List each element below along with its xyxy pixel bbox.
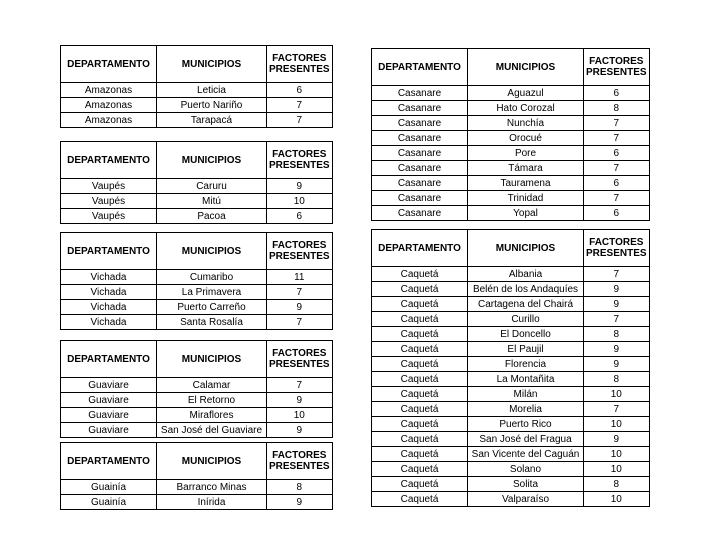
cell-municipio: El Paujil [468,342,584,357]
header-factores: FACTORES PRESENTES [267,46,333,83]
table-guaviare [60,340,333,438]
table-row [372,357,650,372]
header-departamento: DEPARTAMENTO [61,341,157,378]
cell-municipio: Solita [468,477,584,492]
table-row [372,312,650,327]
cell-departamento: Casanare [372,206,468,221]
cell-departamento: Casanare [372,191,468,206]
table-row [61,83,333,98]
table-row [61,408,333,423]
cell-factores: 10 [584,462,650,477]
cell-factores: 7 [584,267,650,282]
cell-factores: 9 [584,297,650,312]
cell-departamento: Vaupés [61,179,157,194]
table-row [61,98,333,113]
cell-departamento: Vichada [61,270,157,285]
cell-municipio: Orocué [468,131,584,146]
header-factores: FACTORES PRESENTES [267,142,333,179]
cell-municipio: Leticia [157,83,267,98]
header-departamento: DEPARTAMENTO [61,233,157,270]
cell-factores: 8 [584,101,650,116]
table-row [61,285,333,300]
cell-departamento: Guainía [61,480,157,495]
cell-factores: 9 [267,423,333,438]
table-row [61,315,333,330]
table-caqueta [371,229,650,507]
cell-municipio: Trinidad [468,191,584,206]
cell-municipio: El Retorno [157,393,267,408]
cell-municipio: Hato Corozal [468,101,584,116]
cell-factores: 7 [267,285,333,300]
cell-municipio: Morelia [468,402,584,417]
table-row [372,447,650,462]
cell-factores: 6 [267,83,333,98]
table-row [372,101,650,116]
cell-departamento: Casanare [372,176,468,191]
cell-departamento: Caquetá [372,492,468,507]
table-row [61,179,333,194]
cell-factores: 9 [267,179,333,194]
cell-factores: 10 [267,194,333,209]
table-row [372,206,650,221]
cell-factores: 8 [584,372,650,387]
table-row [372,372,650,387]
cell-factores: 7 [584,402,650,417]
cell-departamento: Casanare [372,146,468,161]
cell-factores: 9 [584,432,650,447]
table-row [372,131,650,146]
table-row [372,146,650,161]
header-municipios: MUNICIPIOS [157,443,267,480]
table-row [61,480,333,495]
cell-factores: 10 [267,408,333,423]
cell-factores: 11 [267,270,333,285]
table-row [61,378,333,393]
cell-factores: 7 [584,161,650,176]
cell-departamento: Caquetá [372,312,468,327]
cell-factores: 6 [584,146,650,161]
cell-factores: 9 [584,342,650,357]
header-factores: FACTORES PRESENTES [584,49,650,86]
cell-municipio: Santa Rosalía [157,315,267,330]
cell-municipio: La Primavera [157,285,267,300]
cell-departamento: Caquetá [372,477,468,492]
cell-departamento: Vichada [61,315,157,330]
cell-factores: 10 [584,447,650,462]
header-municipios: MUNICIPIOS [157,142,267,179]
cell-departamento: Caquetá [372,432,468,447]
cell-departamento: Vaupés [61,194,157,209]
cell-departamento: Guaviare [61,378,157,393]
cell-municipio: Florencia [468,357,584,372]
cell-factores: 9 [584,282,650,297]
cell-departamento: Guaviare [61,408,157,423]
cell-departamento: Caquetá [372,327,468,342]
cell-factores: 8 [584,327,650,342]
cell-factores: 7 [267,315,333,330]
cell-municipio: Calamar [157,378,267,393]
cell-municipio: San Vicente del Caguán [468,447,584,462]
table-casanare [371,48,650,221]
header-factores: FACTORES PRESENTES [267,341,333,378]
cell-municipio: Valparaíso [468,492,584,507]
table-row [372,282,650,297]
cell-municipio: Caruru [157,179,267,194]
cell-factores: 10 [584,387,650,402]
cell-municipio: Cumaribo [157,270,267,285]
cell-departamento: Caquetá [372,372,468,387]
cell-departamento: Casanare [372,131,468,146]
table-row [372,116,650,131]
cell-departamento: Casanare [372,86,468,101]
header-departamento: DEPARTAMENTO [61,142,157,179]
cell-municipio: El Doncello [468,327,584,342]
table-row [372,477,650,492]
cell-municipio: La Montañita [468,372,584,387]
cell-municipio: Pore [468,146,584,161]
cell-factores: 7 [584,312,650,327]
cell-factores: 10 [584,492,650,507]
cell-departamento: Caquetá [372,402,468,417]
cell-departamento: Amazonas [61,113,157,128]
cell-municipio: Tarapacá [157,113,267,128]
header-municipios: MUNICIPIOS [157,233,267,270]
cell-departamento: Guaviare [61,393,157,408]
cell-factores: 6 [584,206,650,221]
cell-departamento: Caquetá [372,447,468,462]
cell-municipio: Puerto Nariño [157,98,267,113]
cell-departamento: Guaviare [61,423,157,438]
header-factores: FACTORES PRESENTES [584,230,650,267]
cell-departamento: Vichada [61,300,157,315]
cell-municipio: Barranco Minas [157,480,267,495]
table-row [372,86,650,101]
cell-municipio: San José del Guaviare [157,423,267,438]
cell-municipio: Pacoa [157,209,267,224]
cell-municipio: Puerto Rico [468,417,584,432]
cell-factores: 7 [584,116,650,131]
header-departamento: DEPARTAMENTO [61,46,157,83]
cell-factores: 7 [584,131,650,146]
cell-departamento: Casanare [372,161,468,176]
table-row [372,492,650,507]
table-row [372,267,650,282]
cell-municipio: Aguazul [468,86,584,101]
table-row [372,387,650,402]
header-departamento: DEPARTAMENTO [61,443,157,480]
table-row [372,432,650,447]
cell-factores: 7 [584,191,650,206]
cell-departamento: Casanare [372,116,468,131]
table-guainia [60,442,333,510]
cell-municipio: Curillo [468,312,584,327]
cell-departamento: Amazonas [61,83,157,98]
cell-departamento: Caquetá [372,282,468,297]
table-row [61,300,333,315]
table-row [372,417,650,432]
table-row [61,270,333,285]
cell-factores: 6 [584,86,650,101]
cell-departamento: Caquetá [372,462,468,477]
cell-municipio: Belén de los Andaquíes [468,282,584,297]
header-municipios: MUNICIPIOS [468,230,584,267]
table-vichada [60,232,333,330]
cell-factores: 10 [584,417,650,432]
table-row [61,209,333,224]
cell-municipio: Miraflores [157,408,267,423]
cell-departamento: Amazonas [61,98,157,113]
header-municipios: MUNICIPIOS [468,49,584,86]
table-row [372,191,650,206]
cell-factores: 9 [267,300,333,315]
table-row [61,393,333,408]
header-factores: FACTORES PRESENTES [267,233,333,270]
cell-factores: 9 [584,357,650,372]
cell-factores: 9 [267,495,333,510]
cell-municipio: Mitú [157,194,267,209]
table-row [61,194,333,209]
table-row [372,297,650,312]
cell-factores: 8 [267,480,333,495]
cell-departamento: Guainía [61,495,157,510]
cell-municipio: Nunchía [468,116,584,131]
table-vaupes [60,141,333,224]
table-row [372,402,650,417]
table-row [372,462,650,477]
header-factores: FACTORES PRESENTES [267,443,333,480]
table-row [372,161,650,176]
cell-factores: 7 [267,378,333,393]
cell-factores: 6 [267,209,333,224]
table-row [372,176,650,191]
cell-municipio: San José del Fragua [468,432,584,447]
cell-departamento: Caquetá [372,342,468,357]
table-row [61,495,333,510]
header-departamento: DEPARTAMENTO [372,230,468,267]
cell-municipio: Albania [468,267,584,282]
table-row [61,423,333,438]
cell-factores: 8 [584,477,650,492]
table-row [372,327,650,342]
cell-municipio: Támara [468,161,584,176]
cell-departamento: Caquetá [372,417,468,432]
cell-factores: 6 [584,176,650,191]
cell-departamento: Vichada [61,285,157,300]
header-municipios: MUNICIPIOS [157,46,267,83]
cell-factores: 9 [267,393,333,408]
cell-municipio: Yopal [468,206,584,221]
cell-departamento: Vaupés [61,209,157,224]
cell-departamento: Casanare [372,101,468,116]
table-amazonas [60,45,333,128]
cell-factores: 7 [267,98,333,113]
cell-factores: 7 [267,113,333,128]
cell-departamento: Caquetá [372,267,468,282]
cell-departamento: Caquetá [372,357,468,372]
table-row [61,113,333,128]
cell-departamento: Caquetá [372,387,468,402]
table-row [372,342,650,357]
cell-municipio: Milán [468,387,584,402]
header-municipios: MUNICIPIOS [157,341,267,378]
header-departamento: DEPARTAMENTO [372,49,468,86]
cell-municipio: Solano [468,462,584,477]
cell-departamento: Caquetá [372,297,468,312]
cell-municipio: Tauramena [468,176,584,191]
cell-municipio: Cartagena del Chairá [468,297,584,312]
cell-municipio: Puerto Carreño [157,300,267,315]
cell-municipio: Inírida [157,495,267,510]
